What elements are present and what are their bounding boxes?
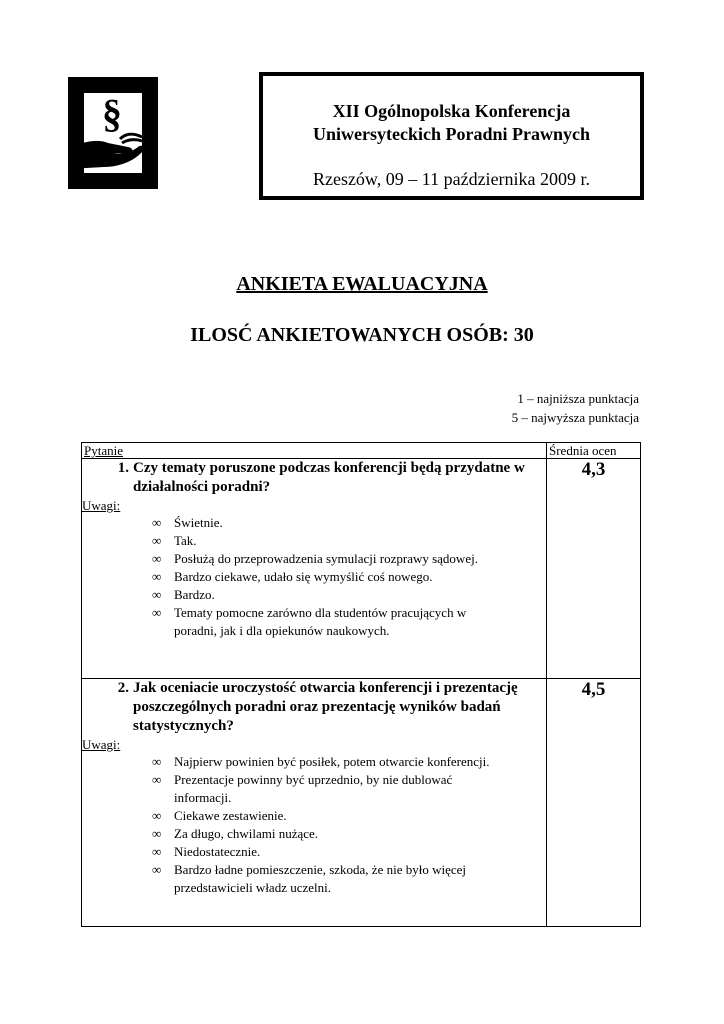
list-item: ∞ Najpierw powinien być posiłek, potem otwarcie konferencji. [152, 754, 490, 769]
table-row [82, 679, 641, 927]
paragraph-symbol: § [102, 91, 122, 136]
question-text: Jak oceniacie uroczystość otwarcia konferencji i prezentację poszczególnych poradni oraz prezentację wyników badań statystycznych? [133, 680, 518, 734]
infinity-bullet-icon: ∞ [152, 754, 162, 769]
table-header-row [82, 443, 641, 459]
scale-low: 1 – najniższa punktacja [517, 391, 639, 406]
list-item: ∞ Bardzo. [152, 587, 215, 602]
list-item: ∞ Bardzo ciekawe, udało się wymyślić coś nowego. [152, 569, 433, 584]
conference-date-place: Rzeszów, 09 – 11 października 2009 r. [312, 169, 591, 189]
infinity-bullet-icon: ∞ [152, 569, 162, 584]
question-text: Czy tematy poruszone podczas konferencji będą przydatne w działalności poradni? [133, 460, 525, 495]
question-number: 1. [117, 460, 129, 476]
respondents-count: ILOSĆ ANKIETOWANYCH OSÓB: 30 [190, 324, 534, 346]
column-header-question: Pytanie [82, 443, 547, 459]
survey-table [81, 442, 641, 927]
question-cell [82, 679, 547, 927]
list-item: ∞ Ciekawe zestawienie. [152, 808, 287, 823]
table-row [82, 459, 641, 679]
infinity-bullet-icon: ∞ [152, 551, 162, 566]
answers-list [82, 753, 546, 897]
remarks-label: Uwagi: [82, 737, 121, 752]
infinity-bullet-icon: ∞ [152, 587, 162, 602]
list-item: ∞ Bardzo ładne pomieszczenie, szkoda, że nie było więcej przedstawicieli władz uczelni. [152, 862, 467, 895]
column-header-average: Średnia ocen [547, 443, 641, 459]
average-score: 4,3 [547, 459, 641, 679]
list-item: ∞ Za długo, chwilami nużące. [152, 826, 319, 841]
infinity-bullet-icon: ∞ [152, 533, 162, 548]
list-item: ∞ Prezentacje powinny być uprzednio, by nie dublować informacji. [152, 772, 453, 805]
list-item: ∞ Posłużą do przeprowadzenia symulacji rozprawy sądowej. [152, 551, 478, 566]
average-score: 4,5 [547, 679, 641, 927]
paragraph-hand-logo [68, 77, 158, 189]
infinity-bullet-icon: ∞ [152, 808, 162, 823]
list-item: ∞ Tematy pomocne zarówno dla studentów pracujących w poradni, jak i dla opiekunów naukowych. [152, 605, 467, 638]
infinity-bullet-icon: ∞ [152, 844, 162, 859]
conference-title-line-2: Uniwersyteckich Poradni Prawnych [313, 124, 590, 144]
question-title [82, 679, 546, 736]
list-item: ∞ Tak. [152, 533, 197, 548]
conference-title-line-1: XII Ogólnopolska Konferencja [332, 101, 571, 121]
list-item: ∞ Świetnie. [152, 515, 223, 530]
infinity-bullet-icon: ∞ [152, 772, 162, 787]
question-cell [82, 459, 547, 679]
conference-header-box [259, 72, 644, 200]
list-item: ∞ Niedostatecznie. [152, 844, 261, 859]
infinity-bullet-icon: ∞ [152, 515, 162, 530]
question-number: 2. [117, 680, 129, 696]
document-title: ANKIETA EWALUACYJNA [236, 273, 488, 295]
scoring-scale [512, 389, 639, 427]
infinity-bullet-icon: ∞ [152, 605, 162, 620]
infinity-bullet-icon: ∞ [152, 862, 162, 877]
paragraph-hand-icon [68, 77, 158, 189]
remarks-label: Uwagi: [82, 498, 121, 513]
infinity-bullet-icon: ∞ [152, 826, 162, 841]
question-title [82, 459, 546, 497]
scale-high: 5 – najwyższa punktacja [511, 410, 639, 425]
answers-list [82, 514, 546, 640]
